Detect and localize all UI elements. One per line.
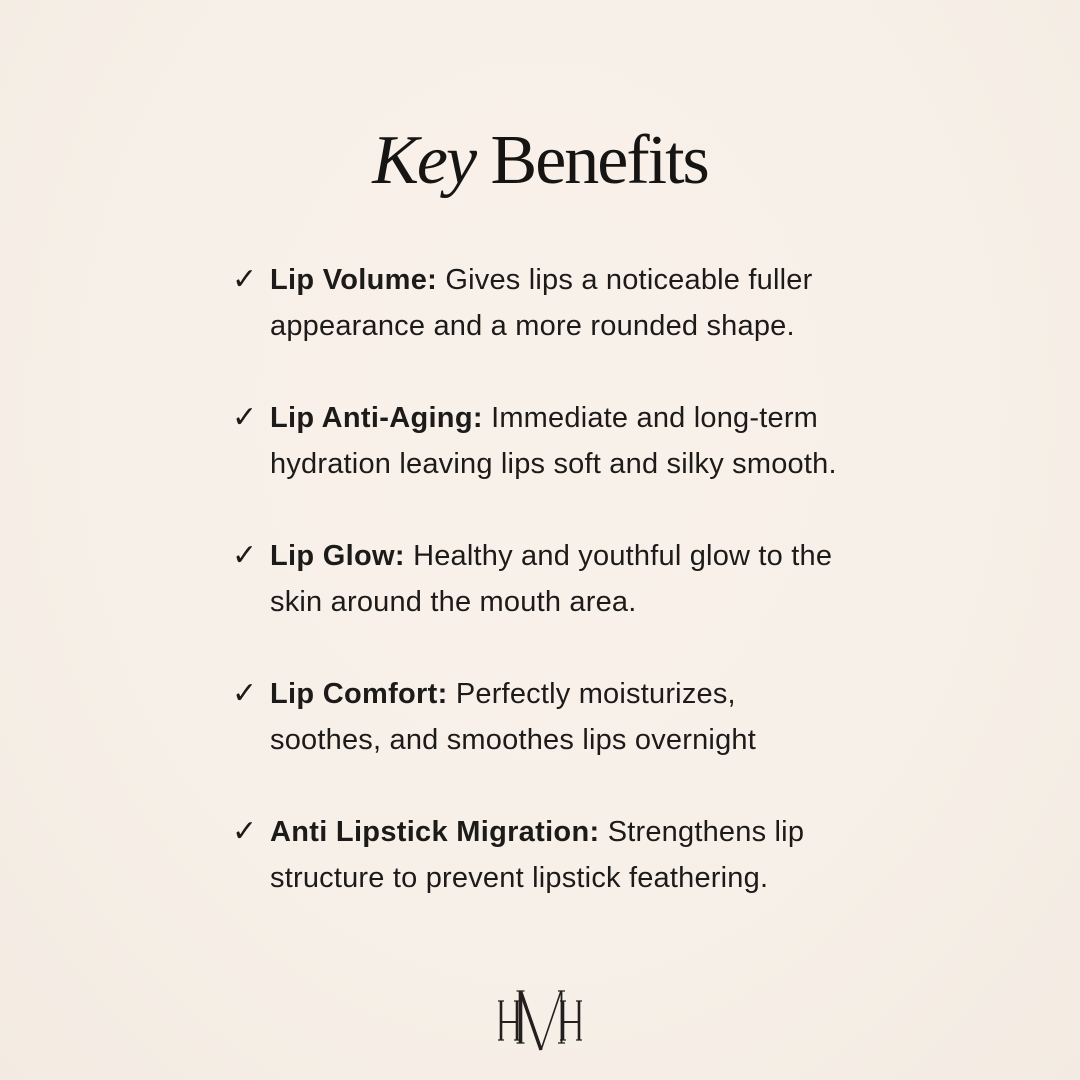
checkmark-icon: ✓ (232, 676, 258, 711)
benefit-line-2: appearance and a more rounded shape. (270, 310, 795, 342)
benefit-label: Lip Volume: (270, 264, 438, 296)
benefit-text (270, 395, 932, 487)
page-title (0, 122, 1080, 199)
benefit-label: Lip Glow: (270, 540, 405, 572)
benefits-list (232, 257, 932, 947)
benefit-line-1: Gives lips a noticeable fuller (445, 264, 813, 296)
benefit-item-lip-comfort (232, 671, 932, 763)
benefit-line-1: Immediate and long-term (491, 402, 819, 434)
benefit-line-1: Healthy and youthful glow to the (413, 540, 833, 572)
title-word-italic: Key (372, 122, 476, 199)
benefit-line-1: Perfectly moisturizes, (455, 678, 736, 710)
benefit-line-1: Strengthens lip (607, 816, 805, 848)
brand-logo (0, 986, 1080, 1054)
benefit-text (270, 533, 932, 625)
checkmark-icon: ✓ (232, 814, 258, 849)
benefit-text (270, 257, 932, 349)
hmh-monogram-icon (495, 986, 585, 1054)
checkmark-icon: ✓ (232, 262, 258, 297)
title-word-regular: Benefits (490, 122, 708, 199)
benefit-text (270, 809, 932, 901)
benefit-item-lip-glow (232, 533, 932, 625)
benefit-item-anti-lipstick-migration (232, 809, 932, 901)
benefit-label: Anti Lipstick Migration: (270, 816, 600, 848)
benefit-label: Lip Comfort: (270, 678, 448, 710)
benefit-line-2: hydration leaving lips soft and silky smooth. (270, 448, 837, 480)
benefit-item-lip-volume (232, 257, 932, 349)
benefit-item-lip-anti-aging (232, 395, 932, 487)
benefit-line-2: skin around the mouth area. (270, 586, 637, 618)
benefit-label: Lip Anti-Aging: (270, 402, 483, 434)
checkmark-icon: ✓ (232, 400, 258, 435)
benefit-line-2: structure to prevent lipstick feathering. (270, 862, 769, 894)
benefit-line-2: soothes, and smoothes lips overnight (270, 724, 756, 756)
checkmark-icon: ✓ (232, 538, 258, 573)
benefit-text (270, 671, 932, 763)
